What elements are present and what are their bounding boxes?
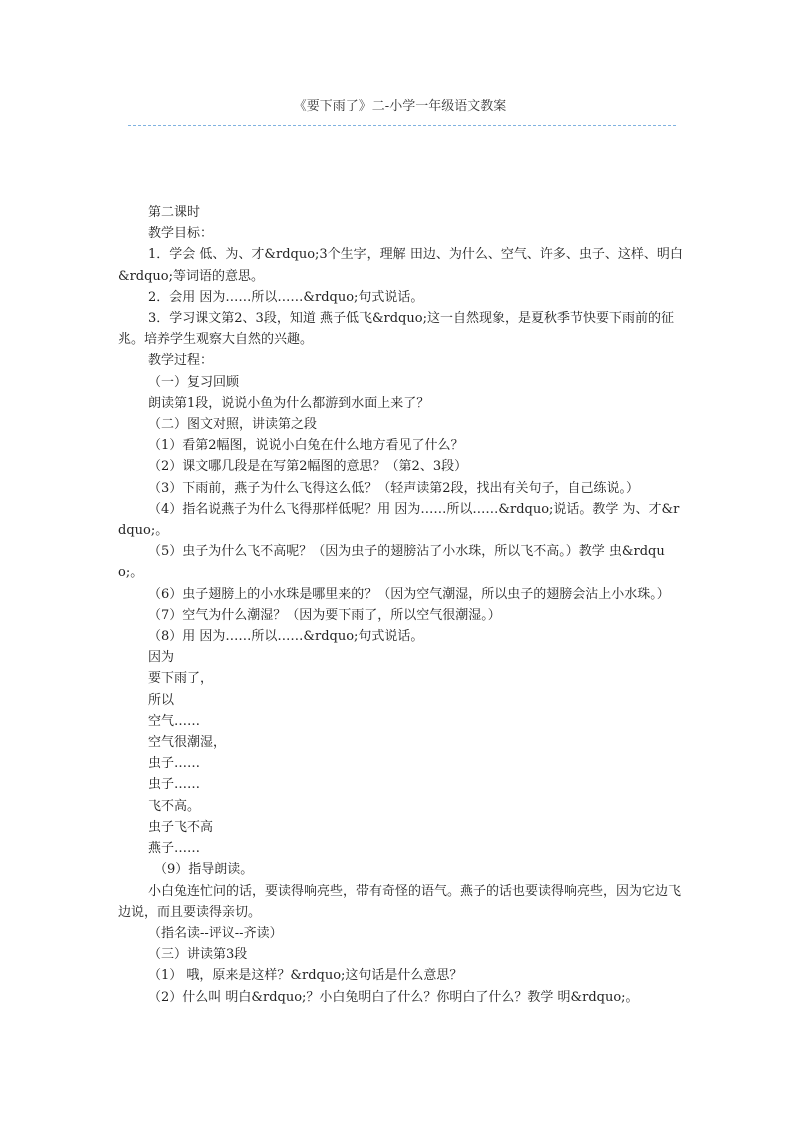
- document-paragraph: （三）讲读第3段: [148, 947, 248, 963]
- document-paragraph: 教学过程：: [148, 353, 214, 369]
- document-paragraph: 燕子……: [148, 841, 201, 857]
- document-paragraph: （5）虫子为什么飞不高呢？（因为虫子的翅膀沾了小水珠，所以飞不高。）教学 虫&rdquo;。: [118, 544, 665, 581]
- document-paragraph: （指名读--评议--齐读）: [148, 925, 283, 941]
- document-paragraph: （8）用 因为……所以……&rdquo;句式说话。: [148, 629, 424, 645]
- document-paragraph: 虫子……: [148, 756, 201, 772]
- document-paragraph: 虫子……: [148, 777, 201, 793]
- document-paragraph: 要下雨了，: [148, 671, 214, 687]
- document-paragraph: 朗读第1段，说说小鱼为什么都游到水面上来了？: [148, 395, 430, 411]
- document-paragraph: 所以: [148, 692, 175, 708]
- document-paragraph: （1）看第2幅图，说说小白兔在什么地方看见了什么？: [148, 438, 464, 454]
- document-paragraph: 2．会用 因为……所以……&rdquo;句式说话。: [148, 289, 424, 305]
- document-paragraph: （二）图文对照，讲读第之段: [148, 417, 318, 433]
- document-paragraph: 第二课时: [148, 205, 201, 220]
- document-paragraph: （7）空气为什么潮湿？（因为要下雨了，所以空气很潮湿。）: [148, 607, 501, 623]
- document-paragraph: （9）指导朗读。: [154, 862, 254, 878]
- document-paragraph: （一）复习回顾: [148, 374, 240, 390]
- document-paragraph: 虫子飞不高: [148, 819, 214, 835]
- document-paragraph: （2）什么叫 明白&rdquo;？小白兔明白了什么？你明白了什么？教学 明&rdquo;。: [148, 989, 639, 1005]
- document-paragraph: （2）课文哪几段是在写第2幅图的意思？（第2、3段）: [148, 459, 468, 475]
- document-paragraph: 因为: [148, 650, 175, 666]
- document-body: [118, 202, 683, 1008]
- document-paragraph: （6）虫子翅膀上的小水珠是哪里来的？（因为空气潮湿，所以虫子的翅膀会沾上小水珠。）: [148, 586, 670, 602]
- document-paragraph: 教学目标：: [148, 226, 214, 242]
- document-paragraph: 空气很潮湿，: [148, 735, 227, 751]
- document-paragraph: （1） 哦，原来是这样？&rdquo;这句话是什么意思？: [148, 968, 463, 984]
- document-paragraph: 空气……: [148, 713, 201, 729]
- document-paragraph: 飞不高。: [148, 798, 201, 814]
- document-paragraph: 3．学习课文第2、3段，知道 燕子低飞&rdquo;这一自然现象，是夏秋季节快要下雨前的征兆。培养学生观察大自然的兴趣。: [118, 311, 674, 348]
- document-paragraph: （3）下雨前，燕子为什么飞得这么低？（轻声读第2段，找出有关句子，自己练说。）: [148, 480, 640, 496]
- document-paragraph: 1．学会 低、为、才&rdquo;3个生字，理解 田边、为什么、空气、许多、虫子、这样、明白&rdquo;等词语的意思。: [118, 247, 683, 284]
- title-divider: [128, 125, 676, 126]
- document-title: 《要下雨了》二-小学一年级语文教案: [293, 99, 507, 114]
- document-paragraph: （4）指名说燕子为什么飞得那样低呢？用 因为……所以……&rdquo;说话。教学 为、才&rdquo;。: [118, 501, 680, 539]
- document-paragraph: 小白兔连忙问的话，要读得响亮些，带有奇怪的语气。燕子的话也要读得响亮些，因为它边飞边说，而且要读得亲切。: [118, 883, 682, 920]
